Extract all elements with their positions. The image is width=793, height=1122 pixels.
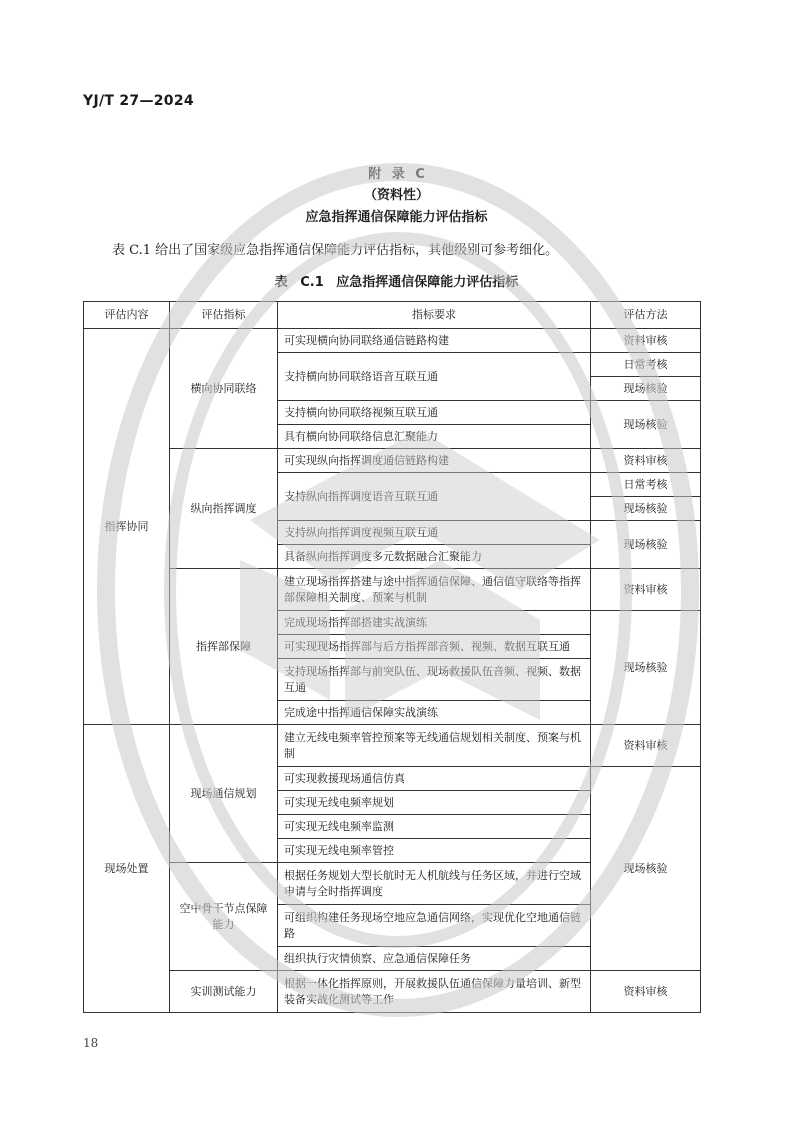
header-indicator: 评估指标 (170, 302, 278, 329)
table-row (84, 971, 701, 1013)
appendix-title: 附 录 C (368, 167, 425, 182)
indicator-cell: 指挥部保障 (170, 569, 278, 725)
requirement-cell: 建立现场指挥搭建与途中指挥通信保障、通信值守联络等指挥部保障相关制度、预案与机制 (278, 569, 591, 611)
page-number: 18 (83, 1036, 99, 1050)
header-requirement: 指标要求 (278, 302, 591, 329)
method-cell: 日常考核 (591, 473, 701, 497)
requirement-cell: 建立无线电频率管控预案等无线通信规划相关制度、预案与机制 (278, 725, 591, 767)
requirement-cell: 具备纵向指挥调度多元数据融合汇聚能力 (278, 545, 591, 569)
requirement-cell: 支持纵向指挥调度视频互联互通 (278, 521, 591, 545)
method-cell: 现场核验 (591, 767, 701, 971)
table-row (84, 329, 701, 353)
method-cell: 资料审核 (591, 971, 701, 1013)
method-cell: 资料审核 (591, 329, 701, 353)
indicator-cell: 现场通信规划 (170, 725, 278, 863)
method-cell: 资料审核 (591, 449, 701, 473)
table-caption: 表 C.1 应急指挥通信保障能力评估指标 (274, 275, 519, 290)
requirement-cell: 支持横向协同联络视频互联互通 (278, 401, 591, 425)
indicator-cell: 空中骨干节点保障能力 (170, 863, 278, 971)
requirement-cell: 可实现纵向指挥调度通信链路构建 (278, 449, 591, 473)
requirement-cell: 可组织构建任务现场空地应急通信网络，实现优化空地通信链路 (278, 905, 591, 947)
requirement-cell: 支持纵向指挥调度语音互联互通 (278, 473, 591, 521)
requirement-cell: 组织执行灾情侦察、应急通信保障任务 (278, 947, 591, 971)
table-row (84, 449, 701, 473)
requirement-cell: 支持横向协同联络语音互联互通 (278, 353, 591, 401)
requirement-cell: 具有横向协同联络信息汇聚能力 (278, 425, 591, 449)
requirement-cell: 可实现无线电频率监测 (278, 815, 591, 839)
content-cell: 现场处置 (84, 725, 170, 1013)
method-cell: 资料审核 (591, 569, 701, 611)
indicator-cell: 实训测试能力 (170, 971, 278, 1013)
indicator-cell: 纵向指挥调度 (170, 449, 278, 569)
requirement-cell: 根据任务规划大型长航时无人机航线与任务区域，并进行空域申请与全时指挥调度 (278, 863, 591, 905)
header-method: 评估方法 (591, 302, 701, 329)
requirement-cell: 支持现场指挥部与前突队伍、现场救援队伍音频、视频、数据互通 (278, 659, 591, 701)
table-header-row (84, 302, 701, 329)
table-row (84, 569, 701, 611)
requirement-cell: 可实现现场指挥部与后方指挥部音频、视频、数据互联互通 (278, 635, 591, 659)
content-cell: 指挥协同 (84, 329, 170, 725)
method-cell: 现场核验 (591, 611, 701, 725)
header-content: 评估内容 (84, 302, 170, 329)
requirement-cell: 可实现无线电频率规划 (278, 791, 591, 815)
method-cell: 现场核验 (591, 401, 701, 449)
requirement-cell: 可实现救援现场通信仿真 (278, 767, 591, 791)
requirement-cell: 完成途中指挥通信保障实战演练 (278, 701, 591, 725)
method-cell: 现场核验 (591, 497, 701, 521)
assessment-table (83, 301, 701, 1013)
requirement-cell: 根据一体化指挥原则，开展救援队伍通信保障力量培训、新型装备实战化测试等工作 (278, 971, 591, 1013)
indicator-cell: 横向协同联络 (170, 329, 278, 449)
appendix-subtitle: （资料性） (363, 188, 429, 203)
appendix-name: 应急指挥通信保障能力评估指标 (305, 210, 488, 225)
method-cell: 现场核验 (591, 377, 701, 401)
requirement-cell: 完成现场指挥部搭建实战演练 (278, 611, 591, 635)
method-cell: 现场核验 (591, 521, 701, 569)
method-cell: 日常考核 (591, 353, 701, 377)
table-row (84, 725, 701, 767)
requirement-cell: 可实现横向协同联络通信链路构建 (278, 329, 591, 353)
standard-code: YJ/T 27—2024 (83, 93, 194, 109)
method-cell: 资料审核 (591, 725, 701, 767)
requirement-cell: 可实现无线电频率管控 (278, 839, 591, 863)
intro-paragraph: 表 C.1 给出了国家级应急指挥通信保障能力评估指标，其他级别可参考细化。 (112, 243, 559, 258)
